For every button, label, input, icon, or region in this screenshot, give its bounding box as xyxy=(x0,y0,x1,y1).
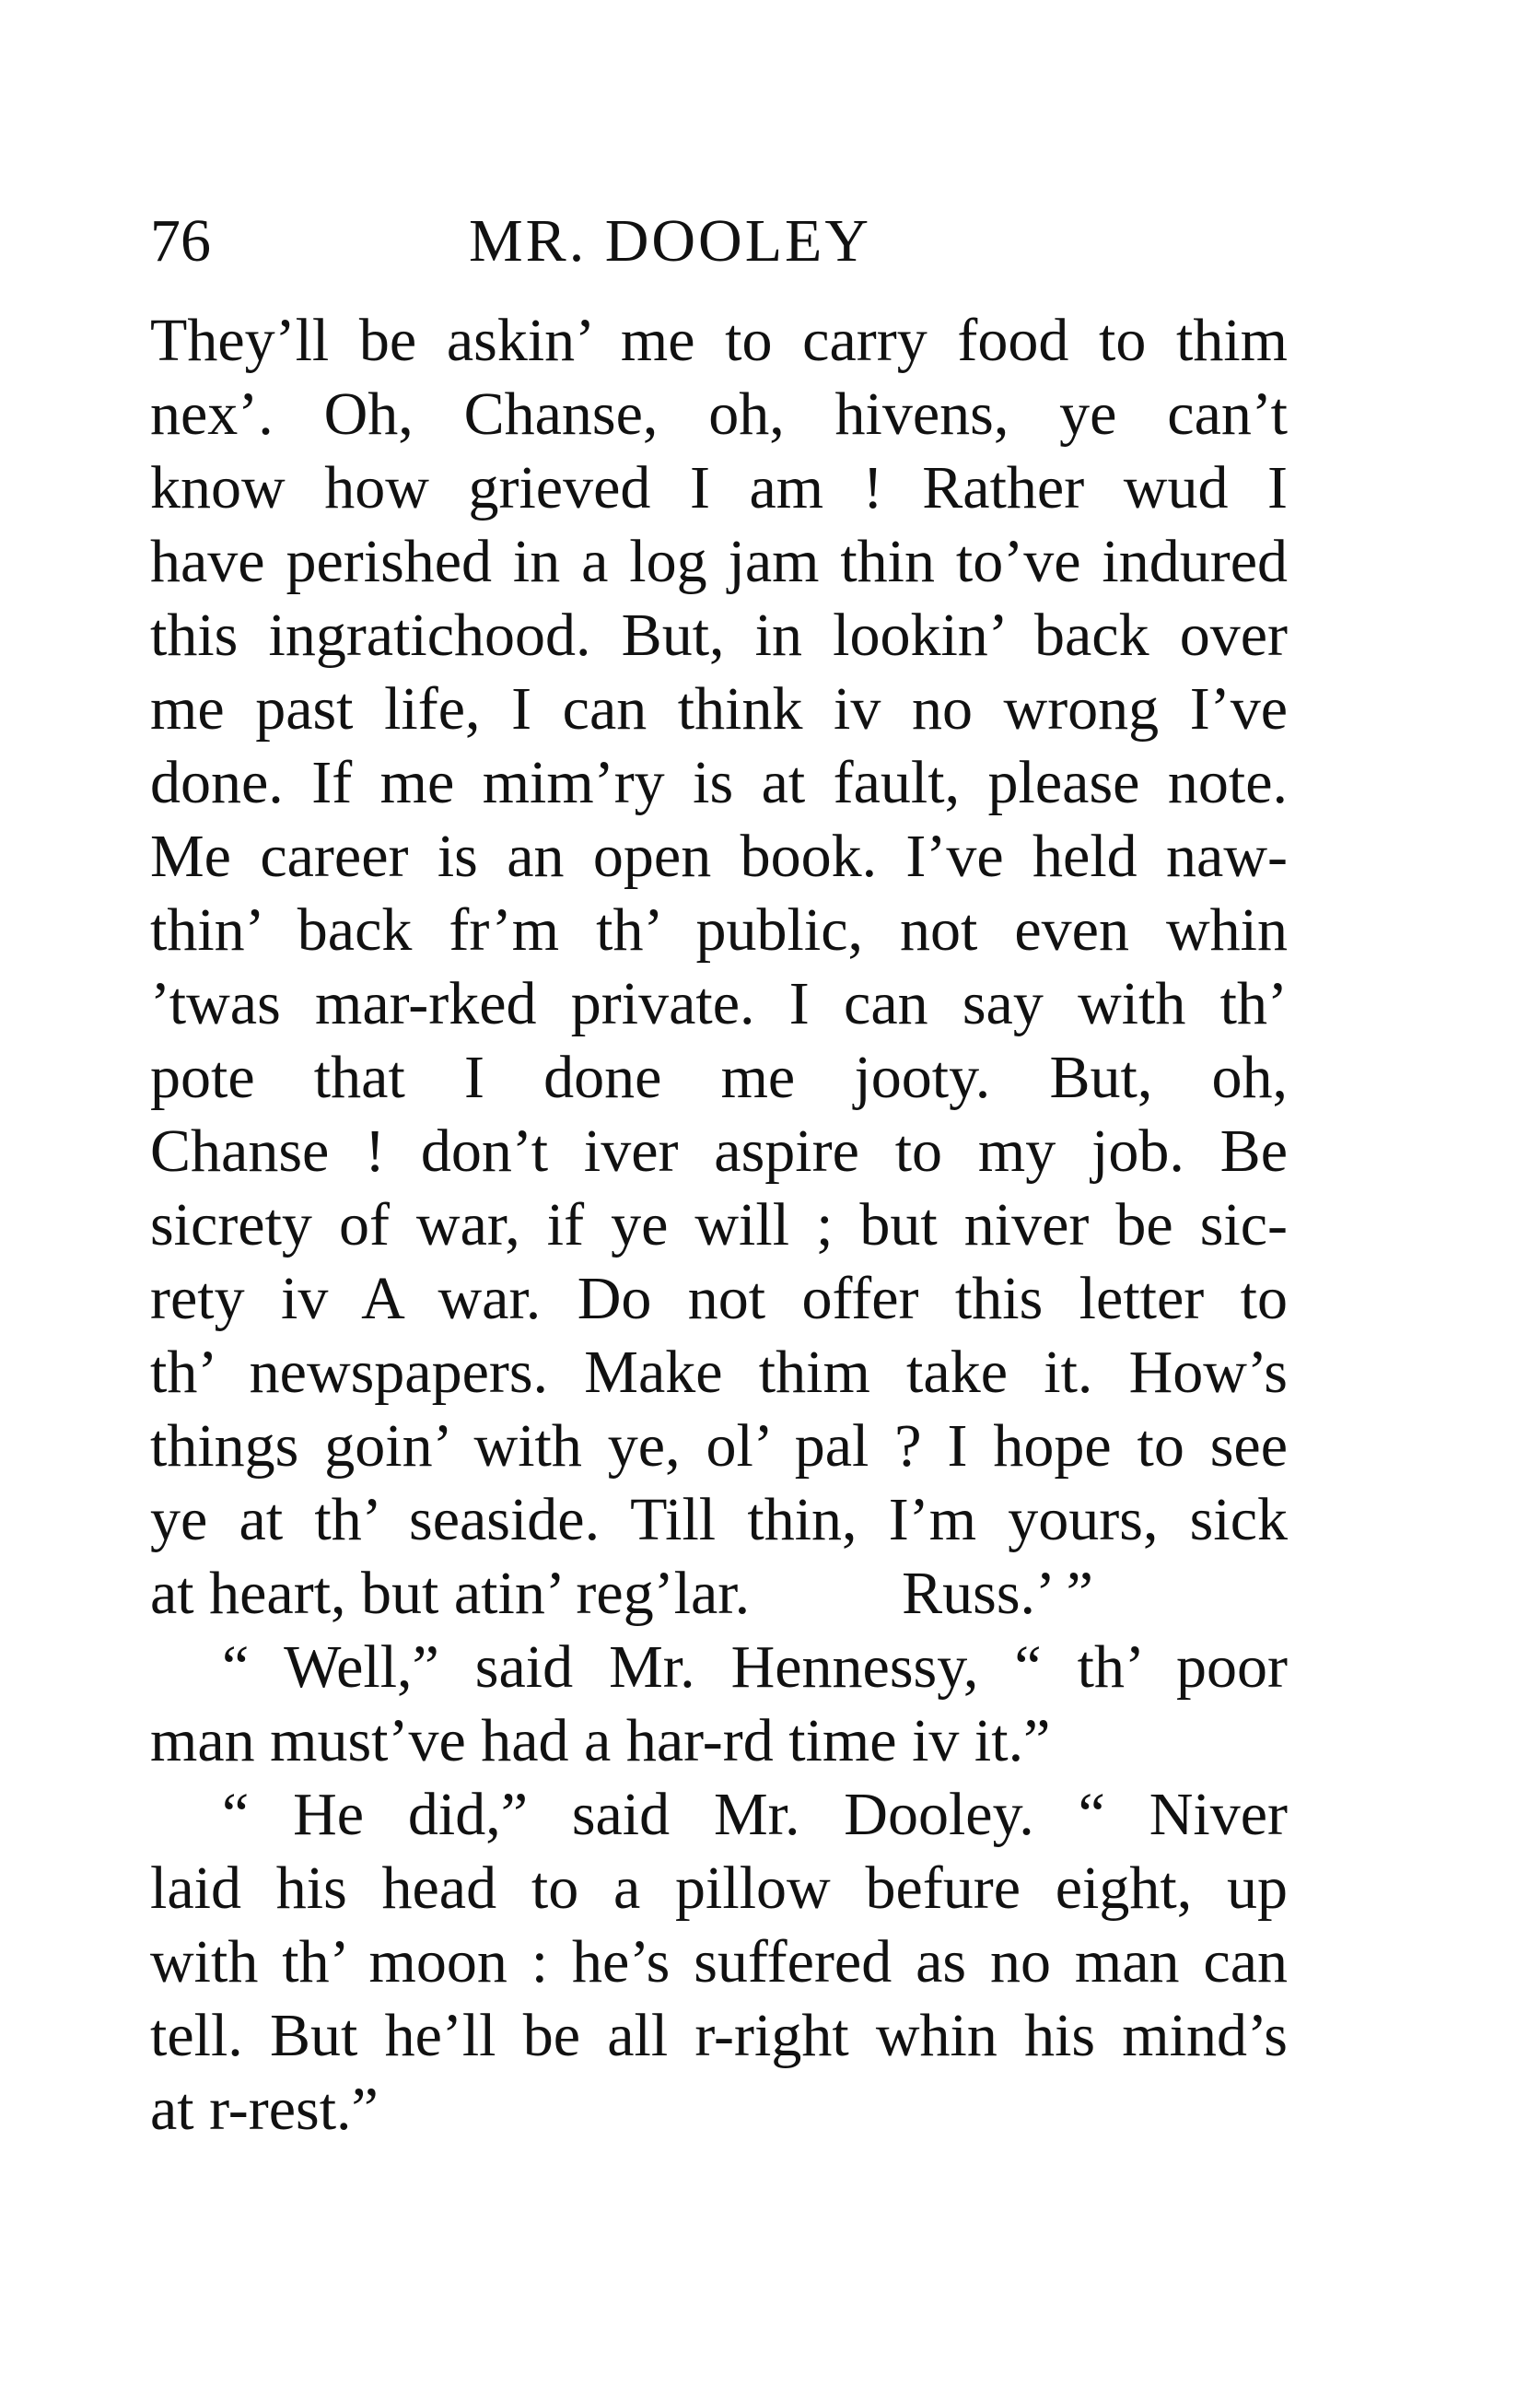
text-line: this ingratichood. But, in lookin’ back over xyxy=(150,602,1288,669)
text-line: laid his head to a pillow befure eight, up xyxy=(150,1855,1288,1922)
text-line: man must’ve had a har-rd time iv it.” xyxy=(150,1707,1051,1774)
text-line: me past life, I can think iv no wrong I’ve xyxy=(150,675,1288,743)
text-line: with th’ moon : he’s suffered as no man can xyxy=(150,1928,1288,1995)
running-title: MR. DOOLEY xyxy=(469,207,871,275)
text-line: rety iv A war. Do not offer this letter to xyxy=(150,1265,1288,1332)
paragraph-first-line: “ He did,” said Mr. Dooley. “ Niver xyxy=(222,1781,1288,1848)
text-line: things goin’ with ye, ol’ pal ? I hope to see xyxy=(150,1412,1288,1480)
text-line: know how grieved I am ! Rather wud I xyxy=(150,454,1288,521)
text-line: They’ll be askin’ me to carry food to thim xyxy=(150,307,1288,374)
text-line: thin’ back fr’m th’ public, not even whin xyxy=(150,896,1288,964)
text-line: nex’. Oh, Chanse, oh, hivens, ye can’t xyxy=(150,380,1288,448)
text-line: ye at th’ seaside. Till thin, I’m yours, sick xyxy=(150,1486,1288,1553)
text-line-signature: at heart, but atin’ reg’lar. Russ.’ ” xyxy=(150,1560,1093,1627)
running-head xyxy=(150,205,1288,278)
text-line: Chanse ! don’t iver aspire to my job. Be xyxy=(150,1117,1288,1185)
text-line: Me career is an open book. I’ve held naw- xyxy=(150,823,1288,890)
page-number: 76 xyxy=(150,207,211,275)
text-line: th’ newspapers. Make thim take it. How’s xyxy=(150,1339,1288,1406)
text-line: have perished in a log jam thin to’ve indured xyxy=(150,528,1288,595)
body-text xyxy=(150,304,1288,2147)
text-line: tell. But he’ll be all r-right whin his mind’s xyxy=(150,2002,1288,2069)
text-line: sicrety of war, if ye will ; but niver be sic- xyxy=(150,1191,1288,1258)
text-line: pote that I done me jooty. But, oh, xyxy=(150,1044,1288,1111)
paragraph-first-line: “ Well,” said Mr. Hennessy, “ th’ poor xyxy=(222,1633,1288,1701)
text-line: at r-rest.” xyxy=(150,2076,379,2143)
text-line: done. If me mim’ry is at fault, please note. xyxy=(150,749,1288,816)
text-line: ’twas mar-rked private. I can say with th’ xyxy=(150,970,1288,1037)
